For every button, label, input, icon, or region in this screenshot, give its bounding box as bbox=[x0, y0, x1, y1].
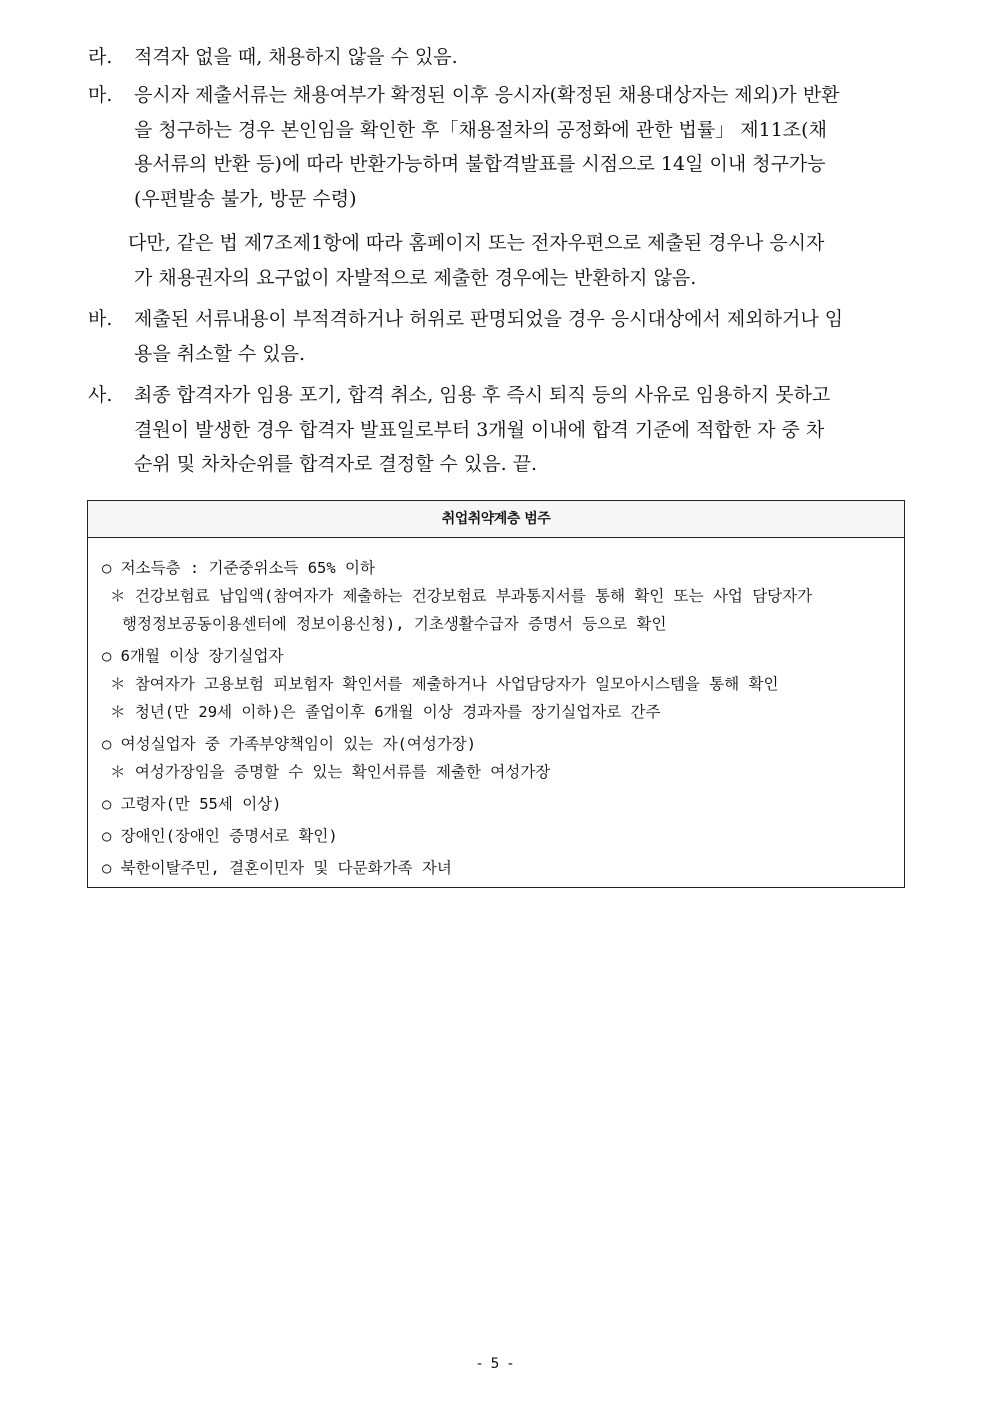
box-note bbox=[110, 582, 894, 638]
item-line: 적격자 없을 때, 채용하지 않을 수 있음. bbox=[134, 46, 458, 68]
item-label: 라. bbox=[88, 46, 113, 68]
item-ma bbox=[88, 78, 922, 216]
box-note-line: ＊ 건강보험료 납입액(참여자가 제출하는 건강보험료 부과통지서를 통해 확인 또는 사업 담당자가 bbox=[110, 587, 813, 605]
item-line: 최종 합격자가 임용 포기, 합격 취소, 임용 후 즉시 퇴직 등의 사유로 임용하지 못하고 bbox=[134, 384, 831, 406]
box-note: ＊ 청년(만 29세 이하)은 졸업이후 6개월 이상 경과자를 장기실업자로 간주 bbox=[110, 703, 661, 721]
item-ra bbox=[88, 40, 922, 75]
item-ma-proviso bbox=[88, 226, 922, 295]
item-line: 결원이 발생한 경우 합격자 발표일로부터 3개월 이내에 합격 기준에 적합한 자 중 차 bbox=[134, 418, 825, 441]
box-title: 취업취약계층 범주 bbox=[88, 501, 904, 538]
item-label: 마. bbox=[88, 84, 113, 106]
box-entry: ○ 저소득층 : 기준중위소득 65% 이하 bbox=[102, 559, 375, 577]
item-line: 다만, 같은 법 제7조제1항에 따라 홈페이지 또는 전자우편으로 제출된 경우나 응시자 bbox=[128, 232, 825, 254]
item-line: 응시자 제출서류는 채용여부가 확정된 이후 응시자(확정된 채용대상자는 제외)가 반환 bbox=[134, 84, 840, 106]
item-line: 을 청구하는 경우 본인임을 확인한 후「채용절차의 공정화에 관한 법률」 제11조(채 bbox=[134, 118, 827, 141]
box-note: ＊ 여성가장임을 증명할 수 있는 확인서류를 제출한 여성가장 bbox=[110, 763, 551, 781]
item-line: 순위 및 차차순위를 합격자로 결정할 수 있음. 끝. bbox=[134, 453, 538, 476]
box-entry: ○ 여성실업자 중 가족부양책임이 있는 자(여성가장) bbox=[102, 735, 477, 753]
box-content bbox=[88, 538, 904, 887]
page-number: - 5 - bbox=[477, 1356, 515, 1372]
vulnerable-groups-box bbox=[87, 500, 905, 888]
box-entry: ○ 북한이탈주민, 결혼이민자 및 다문화가족 자녀 bbox=[102, 859, 452, 877]
box-entry: ○ 6개월 이상 장기실업자 bbox=[102, 647, 284, 665]
box-note: ＊ 참여자가 고용보험 피보험자 확인서를 제출하거나 사업담당자가 일모아시스템을 통해 확인 bbox=[110, 675, 779, 693]
box-note-line: 행정정보공동이용센터에 정보이용신청), 기초생활수급자 증명서 등으로 확인 bbox=[122, 615, 667, 633]
item-line: 용서류의 반환 등)에 따라 반환가능하며 불합격발표를 시점으로 14일 이내 청구가능 bbox=[134, 153, 826, 176]
box-entry: ○ 고령자(만 55세 이상) bbox=[102, 795, 282, 813]
box-entry: ○ 장애인(장애인 증명서로 확인) bbox=[102, 827, 338, 845]
item-line: 용을 취소할 수 있음. bbox=[134, 342, 305, 365]
item-line: 가 채용권자의 요구없이 자발적으로 제출한 경우에는 반환하지 않음. bbox=[134, 266, 697, 289]
item-ba bbox=[88, 302, 922, 371]
item-line: 제출된 서류내용이 부적격하거나 허위로 판명되었을 경우 응시대상에서 제외하거나 임 bbox=[134, 308, 844, 330]
item-sa bbox=[88, 378, 922, 482]
item-line: (우편발송 불가, 방문 수령) bbox=[134, 187, 357, 210]
item-label: 바. bbox=[88, 308, 113, 330]
item-label: 사. bbox=[88, 384, 113, 406]
